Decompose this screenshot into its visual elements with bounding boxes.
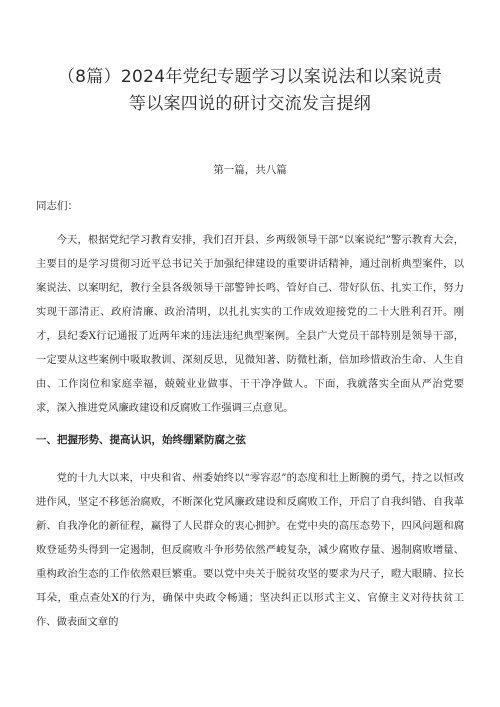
title-line-1: （8篇）2024年党纪专题学习以案说法和以案说责 [57, 67, 443, 87]
document-title [36, 0, 464, 118]
section-subtitle: 第一篇，共八篇 [213, 164, 287, 176]
body-paragraph-1: 今天，根据党纪学习教育安排，我们召开县、乡两级领导干部“以案说纪”警示教育大会，主要目的是学习贯彻习近平总书记关于加强纪律建设的重要讲话精神，通过剖析典型案件，以案说法、以案明纪，教行全县各级领导干部警钟长鸣、管好自己、带好队伍、扎实工作，努力实现干部清正、政府清廉、政治清明，以扎扎实实的工作成效迎接党的二十大胜利召开。刚才，县纪委X行记通报了近两年来的违法违纪典型案例。全县广大党员干部特别是领导干部，一定要从这些案例中吸取教训、深刻反思，见微知著、防微杜渐，倍加珍惜政治生命、人生自由、工作岗位和家庭幸福，兢兢业业做事、干干净净做人。下面，我就落实全面从严治党要求，深入推进党风廉政建设和反腐败工作强调三点意见。 [36, 234, 464, 414]
section-heading-1: 一、把握形势、提高认识，始终绷紧防腐之弦 [36, 434, 246, 446]
body-paragraph-2: 党的十九大以来，中央和省、州委始终以“零容忍”的态度和壮上断腕的勇气，持之以恒改进作风，坚定不移惩治腐败，不断深化党风廉政建设和反腐败工作，开启了自我纠错、自我革新、自我净化的新征程，赢得了人民群众的衷心拥护。在党中央的高压态势下，四风问题和腐败登延势头得到一定遏制，但反腐败斗争形势依然严峻复杂，减少腐败存量、遏制腐败增量、重构政治生态的工作依然艰巨繁重。要以党中央关于脱贫攻坚的要求为尺子，瞪大眼睛、拉长耳朵，重点查处X的行为，确保中央政令畅通；坚决纠正以形式主义、官僚主义对待扶贫工作、做表面文章的 [36, 472, 464, 628]
title-line-2: 等以案四说的研讨交流发言提纲 [128, 94, 372, 114]
salutation: 同志们： [36, 200, 78, 212]
